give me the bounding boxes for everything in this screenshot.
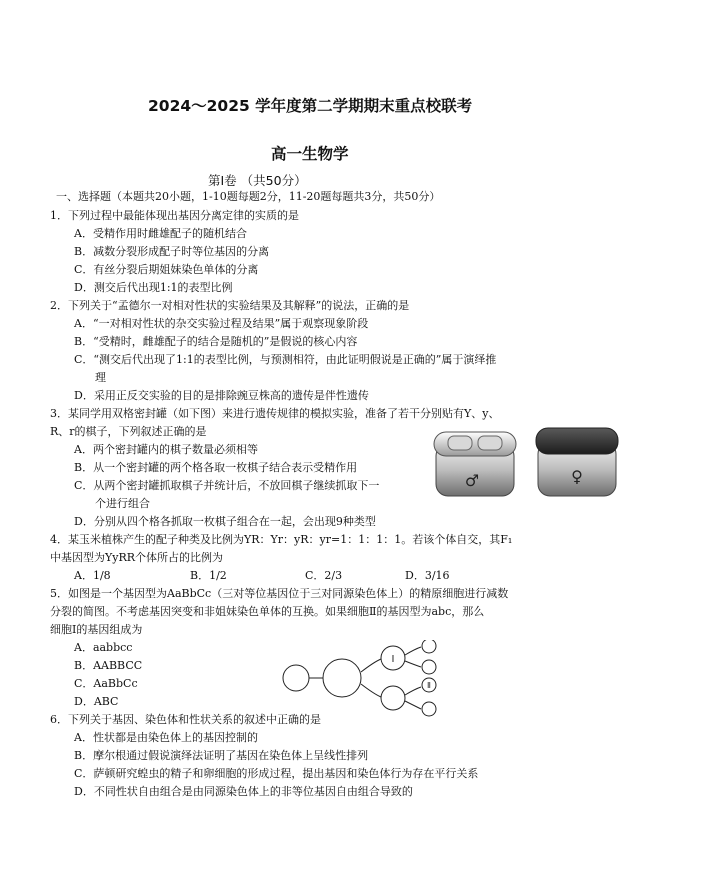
question-4-stem: 4．某玉米植株产生的配子种类及比例为YR：Yr：yR：yr=1：1：1：1。若该个体自交，其F₁ bbox=[50, 533, 513, 546]
question-2-option-a: A．“一对相对性状的杂交实验过程及结果”属于观察现象阶段 bbox=[74, 317, 369, 330]
question-2-stem: 2．下列关于“孟德尔一对相对性状的实验结果及其解释”的说法，正确的是 bbox=[50, 299, 410, 312]
question-3-option-a: A．两个密封罐内的棋子数量必须相等 bbox=[74, 443, 258, 456]
female-symbol: ♀ bbox=[571, 467, 583, 486]
question-4-option-c: C．2/3 bbox=[305, 569, 343, 582]
question-5-option-a: A．aabbcc bbox=[74, 641, 133, 654]
question-5-option-d: D．ABC bbox=[74, 695, 119, 708]
cell-2-parent bbox=[381, 686, 405, 710]
question-2-option-d: D．采用正反交实验的目的是排除豌豆株高的遗传是伴性遗传 bbox=[74, 389, 369, 402]
sperm-cell-4 bbox=[422, 702, 436, 716]
question-3-stem-cont: R、r的棋子，下列叙述正确的是 bbox=[50, 425, 207, 438]
meiosis-diagram bbox=[282, 640, 444, 720]
question-1-stem: 1．下列过程中最能体现出基因分离定律的实质的是 bbox=[50, 209, 299, 222]
question-3-stem: 3．某同学用双格密封罐（如下图）来进行遗传规律的模拟实验，准备了若干分别贴有Y、y、 bbox=[50, 407, 500, 420]
question-5-stem: 5．如图是一个基因型为AaBbCc（三对等位基因位于三对同源染色体上）的精原细胞进行减数 bbox=[50, 587, 509, 600]
question-3-option-c-cont: 个进行组合 bbox=[95, 497, 150, 510]
cell-2-label: Ⅱ bbox=[427, 681, 431, 690]
question-6-option-d: D．不同性状自由组合是由同源染色体上的非等位基因自由组合导致的 bbox=[74, 785, 413, 798]
question-4-stem-cont: 中基因型为YyRR个体所占的比例为 bbox=[50, 551, 224, 564]
question-6-option-c: C．萨顿研究蝗虫的精子和卵细胞的形成过程，提出基因和染色体行为存在平行关系 bbox=[74, 767, 479, 780]
question-5-option-c: C．AaBbCc bbox=[74, 677, 138, 690]
primary-spermatocyte-cell bbox=[323, 659, 361, 697]
exam-title: 2024～2025 学年度第二学期期末重点校联考 bbox=[148, 97, 473, 115]
question-1-option-c: C．有丝分裂后期姐妹染色单体的分离 bbox=[74, 263, 259, 276]
question-1-option-d: D．测交后代出现1:1的表型比例 bbox=[74, 281, 233, 294]
question-3-option-d: D．分别从四个格各抓取一枚棋子组合在一起，会出现9种类型 bbox=[74, 515, 376, 528]
question-2-option-c-cont: 理 bbox=[95, 371, 106, 384]
question-6-option-b: B．摩尔根通过假说演绎法证明了基因在染色体上呈线性排列 bbox=[74, 749, 369, 762]
question-2-option-c: C．“测交后代出现了1:1的表型比例，与预测相符，由此证明假说是正确的”属于演绎推 bbox=[74, 353, 497, 366]
spermatogonium-cell bbox=[283, 665, 309, 691]
question-5-option-b: B．AABBCC bbox=[74, 659, 143, 672]
male-symbol: ♂ bbox=[464, 471, 480, 490]
male-jar-icon bbox=[434, 432, 516, 496]
sperm-cell-1 bbox=[422, 640, 436, 653]
cell-1-label: Ⅰ bbox=[391, 654, 395, 665]
subject-title: 高一生物学 bbox=[271, 145, 349, 163]
question-2-option-b: B．“受精时，雌雄配子的结合是随机的”是假说的核心内容 bbox=[74, 335, 358, 348]
question-1-option-a: A．受精作用时雌雄配子的随机结合 bbox=[74, 227, 247, 240]
question-5-stem-cont1: 分裂的简图。不考虑基因突变和非姐妹染色单体的互换。如果细胞Ⅱ的基因型为abc，那么 bbox=[50, 605, 485, 618]
question-4-option-a: A．1/8 bbox=[74, 569, 111, 582]
question-6-option-a: A．性状都是由染色体上的基因控制的 bbox=[74, 731, 258, 744]
female-jar-icon bbox=[536, 428, 618, 496]
double-jar-illustration bbox=[432, 424, 622, 502]
question-4-option-b: B．1/2 bbox=[190, 569, 227, 582]
sperm-cell-2 bbox=[422, 660, 436, 674]
question-4-option-d: D．3/16 bbox=[405, 569, 450, 582]
question-6-stem: 6．下列关于基因、染色体和性状关系的叙述中正确的是 bbox=[50, 713, 321, 726]
question-5-stem-cont2: 细胞Ⅰ的基因组成为 bbox=[50, 623, 143, 636]
section-heading: 一、选择题（本题共20小题，1-10题每题2分，11-20题每题共3分，共50分） bbox=[56, 190, 441, 203]
part-heading: 第Ⅰ卷 （共50分） bbox=[208, 173, 307, 188]
question-3-option-c: C．从两个密封罐抓取棋子并统计后，不放回棋子继续抓取下一 bbox=[74, 479, 380, 492]
question-1-option-b: B．减数分裂形成配子时等位基因的分离 bbox=[74, 245, 270, 258]
question-3-option-b: B．从一个密封罐的两个格各取一枚棋子结合表示受精作用 bbox=[74, 461, 358, 474]
